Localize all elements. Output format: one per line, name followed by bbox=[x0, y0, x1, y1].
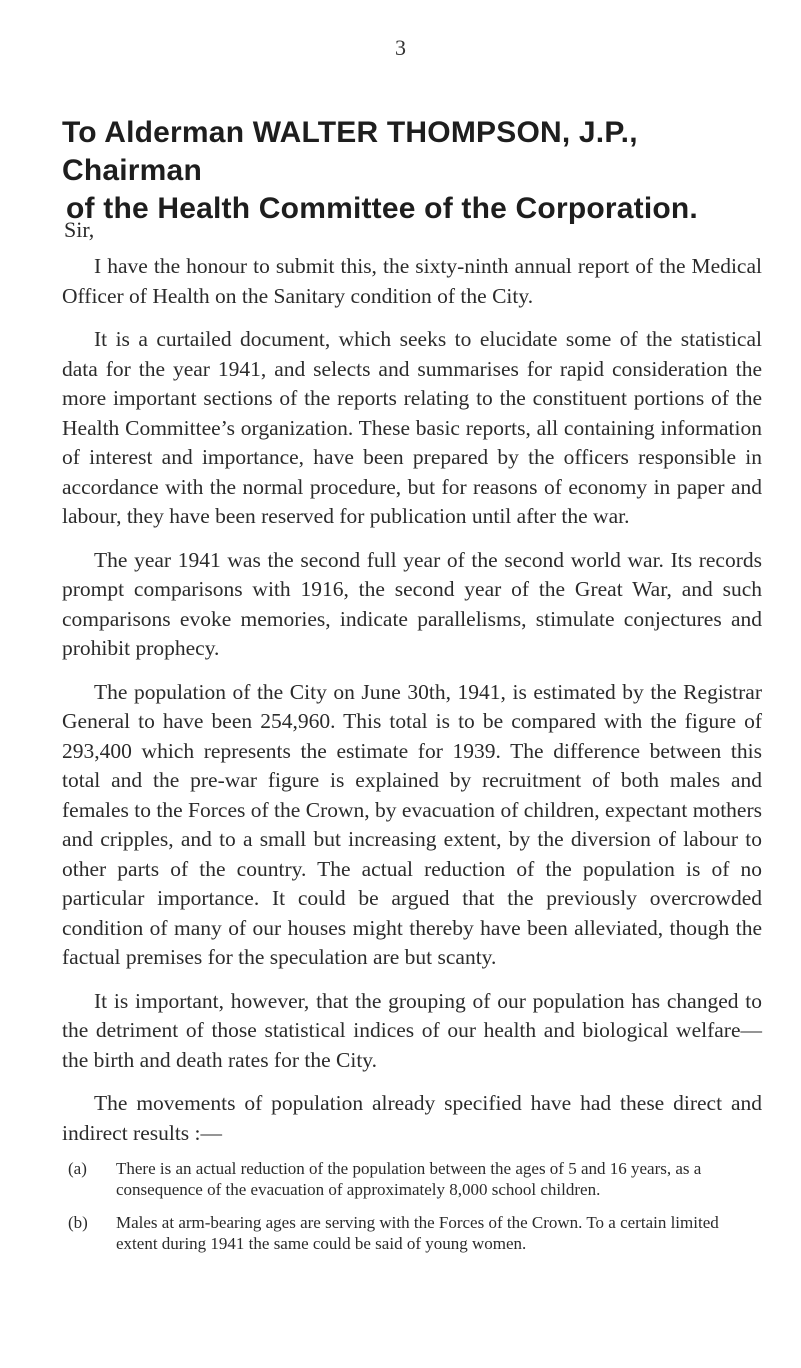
paragraph-population-grouping: It is important, however, that the grouping of our population has changed to the detriment of those statistical indices of our health and biological welfare—the birth and death rates for the City. bbox=[62, 988, 762, 1072]
heading-line-1: To Alderman WALTER THOMPSON, J.P., Chairman bbox=[62, 116, 638, 187]
report-body bbox=[62, 252, 762, 1266]
results-list bbox=[62, 1158, 762, 1254]
paragraph-second-year-of-war: The year 1941 was the second full year of the second world war. Its records prompt comparisons with 1916, the second year of the Great War, and such comparisons evoke memories, indicate parallelisms, stimulate conjectures and prohibit prophecy. bbox=[62, 547, 762, 660]
paragraph-movement-results: The movements of population already specified have had these direct and indirect results :— bbox=[62, 1091, 762, 1145]
list-item bbox=[62, 1158, 762, 1200]
salutation: Sir, bbox=[64, 217, 95, 242]
report-heading bbox=[62, 114, 752, 228]
list-marker: (a) bbox=[68, 1159, 87, 1178]
list-item-text: There is an actual reduction of the population between the ages of 5 and 16 years, as a consequence of the evacuation of approximately 8,000 school children. bbox=[116, 1159, 702, 1199]
paragraph-population-estimate: The population of the City on June 30th, 1941, is estimated by the Registrar General to have been 254,960. This total is to be compared with the figure of 293,400 which represents the estimate for 1939. The difference between this total and the pre-war figure is explained by recruitment of both males and females to the Forces of the Crown, by evacuation of children, expectant mothers and cripples, and to a small but increasing extent, by the diversion of labour to other parts of the country. The actual reduction of the population is of no particular importance. It could be argued that the previously overcrowded condition of many of our houses might thereby have been alleviated, though the factual premises for the speculation are but scanty. bbox=[62, 679, 762, 969]
paragraph-curtailed-document: It is a curtailed document, which seeks to elucidate some of the statistical data for the year 1941, and selects and summarises for rapid consideration the more important sections of the reports relating to the constituent portions of the Health Committee’s organization. These basic reports, all containing information of interest and importance, have been prepared by the officers responsible in accordance with the normal procedure, but for reasons of economy in paper and labour, they have been reserved for publication until after the war. bbox=[62, 327, 762, 528]
list-item bbox=[62, 1212, 762, 1254]
list-item-text: Males at arm-bearing ages are serving with the Forces of the Crown. To a certain limited extent during 1941 the same could be said of young women. bbox=[116, 1213, 719, 1253]
list-marker: (b) bbox=[68, 1213, 88, 1232]
paragraph-introduction: I have the honour to submit this, the sixty-ninth annual report of the Medical Officer of Health on the Sanitary condition of the City. bbox=[62, 254, 762, 308]
heading-line-2: of the Health Committee of the Corporation. bbox=[66, 192, 698, 225]
page-number: 3 bbox=[395, 35, 406, 60]
